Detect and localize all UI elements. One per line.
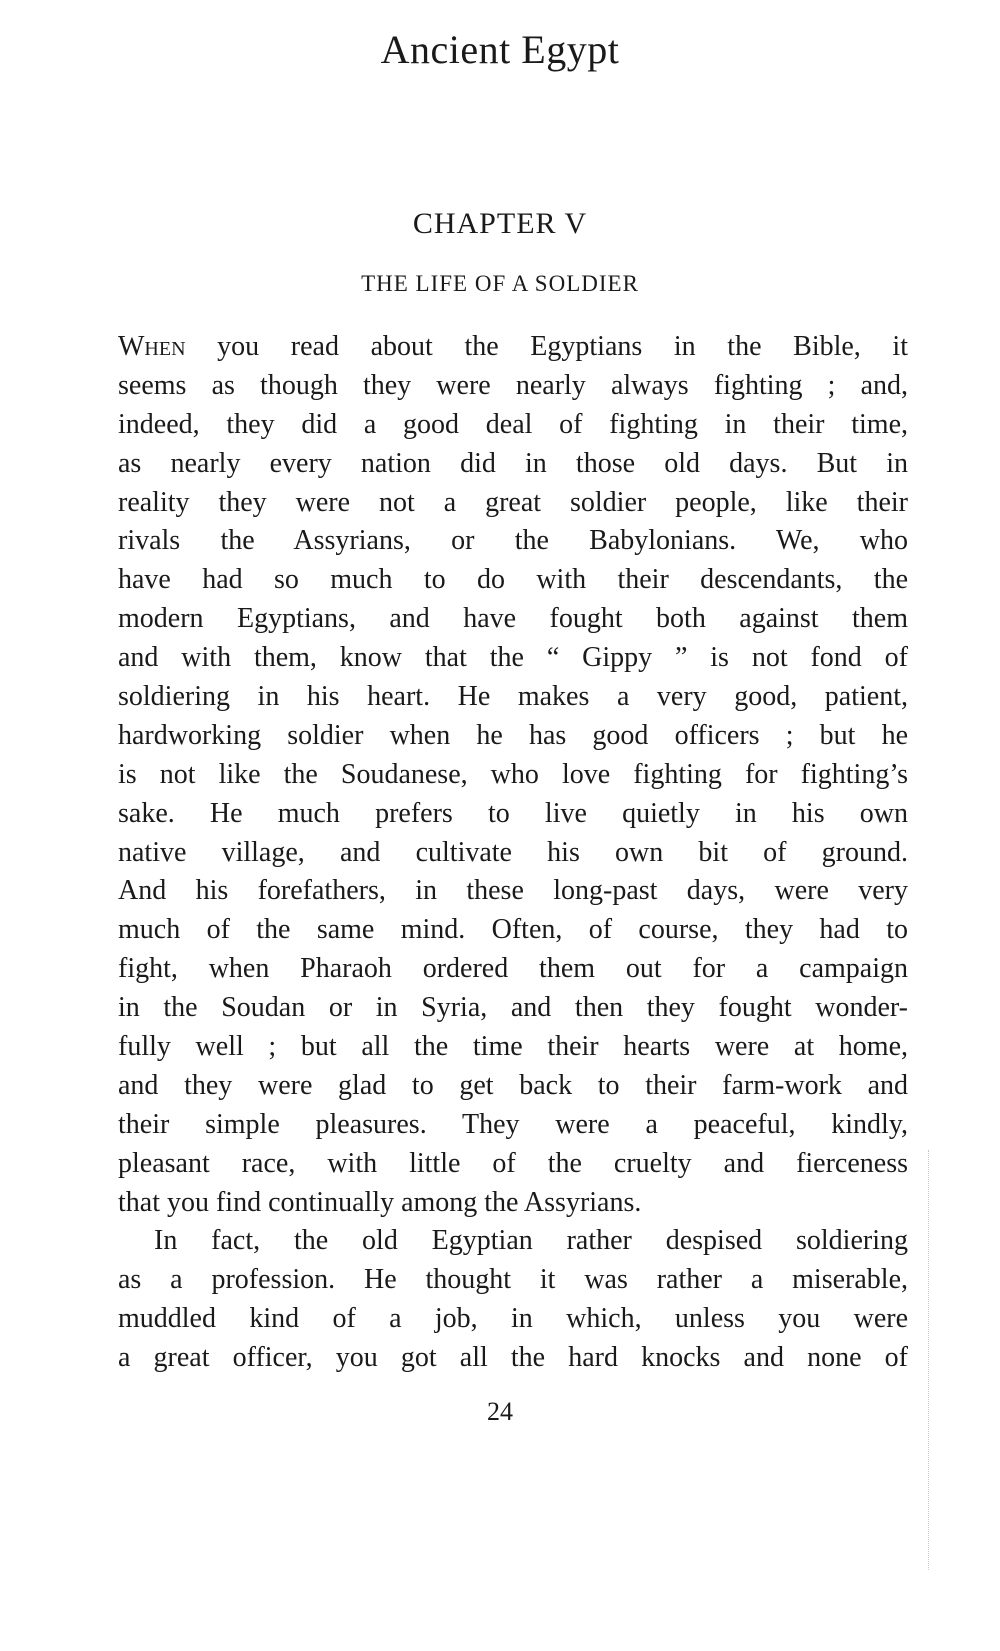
lead-word: When [118, 331, 186, 362]
text-line: seems as though they were nearly always fighting ; and, [118, 369, 908, 401]
paragraph-1-first-line [118, 328, 908, 367]
text-line: fully well ; but all the time their hearts were at home, [118, 1031, 908, 1063]
text-line: muddled kind of a job, in which, unless you were [118, 1303, 908, 1335]
text-line: and with them, know that the “ Gippy ” is not fond of [118, 642, 908, 674]
text-line: native village, and cultivate his own bit of ground. [118, 836, 908, 868]
text-line: reality they were not a great soldier people, like their [118, 486, 908, 518]
text-line: indeed, they did a good deal of fighting in their time, [118, 408, 908, 440]
running-head: Ancient Egypt [380, 27, 620, 72]
text-line: soldiering in his heart. He makes a very good, patient, [118, 681, 908, 713]
text-line: sake. He much prefers to live quietly in his own [118, 797, 908, 829]
text-line: And his forefathers, in these long-past days, were very [118, 875, 908, 907]
scan-margin-marks [928, 1150, 935, 1570]
text-line: modern Egyptians, and have fought both against them [118, 603, 908, 635]
text-line: much of the same mind. Often, of course, they had to [118, 914, 908, 946]
chapter-number: CHAPTER V [412, 207, 588, 240]
text-line: their simple pleasures. They were a peaceful, kindly, [118, 1108, 908, 1140]
first-line-text: you read about the Egyptians in the Bible, it [185, 331, 908, 362]
text-line: hardworking soldier when he has good officers ; but he [118, 719, 908, 751]
chapter-title: THE LIFE OF A SOLDIER [361, 271, 639, 296]
page-number: 24 [487, 1397, 513, 1426]
paragraph-1-last-line: that you find continually among the Assyrians. [118, 1186, 642, 1218]
text-line: in the Soudan or in Syria, and then they fought wonder- [118, 992, 908, 1024]
paragraph-2-first-line: In fact, the old Egyptian rather despised soldiering [154, 1225, 908, 1257]
body-text [118, 328, 908, 1378]
text-line: as nearly every nation did in those old days. But in [118, 447, 908, 479]
text-line: fight, when Pharaoh ordered them out for a campaign [118, 953, 908, 985]
text-line: pleasant race, with little of the cruelty and fierceness [118, 1147, 908, 1179]
text-line: a great officer, you got all the hard knocks and none of [118, 1342, 908, 1374]
text-line: is not like the Soudanese, who love fighting for fighting’s [118, 758, 908, 790]
text-line: and they were glad to get back to their farm-work and [118, 1069, 908, 1101]
text-line: rivals the Assyrians, or the Babylonians. We, who [118, 525, 908, 557]
text-line: as a profession. He thought it was rather a miserable, [118, 1264, 908, 1296]
text-line: have had so much to do with their descendants, the [118, 564, 908, 596]
